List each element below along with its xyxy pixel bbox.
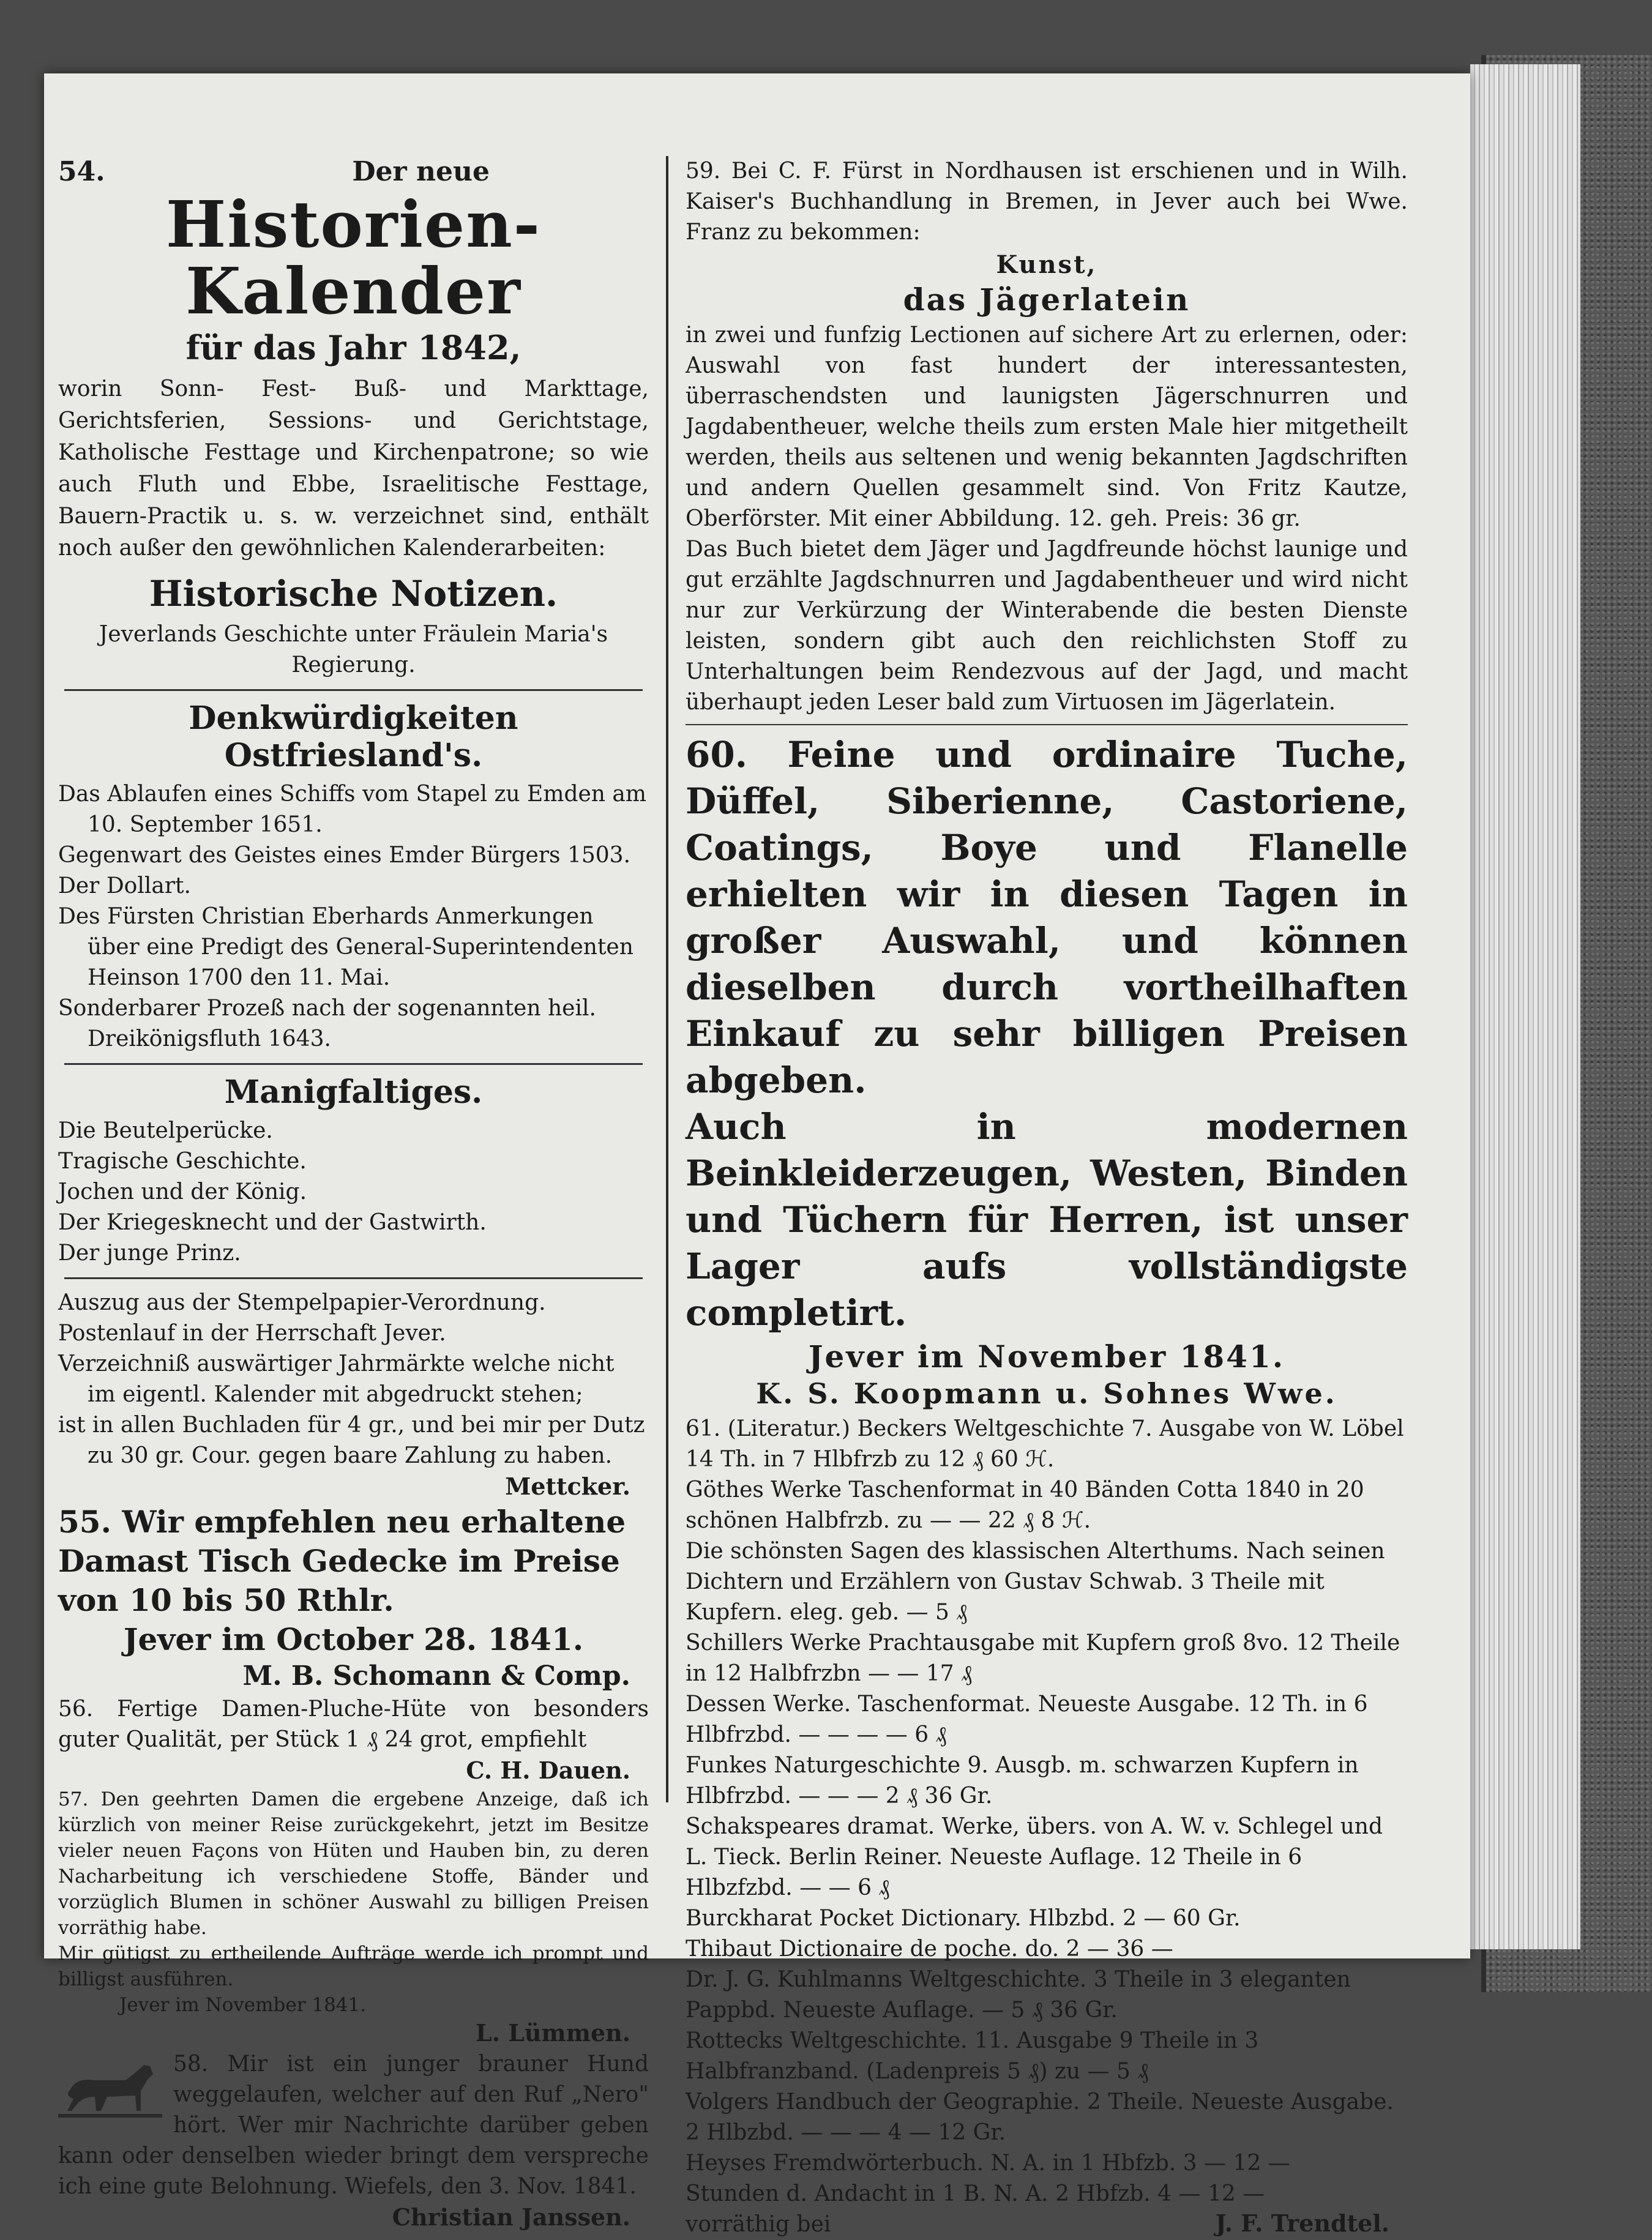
ad-57-text: 57. Den geehrten Damen die ergebene Anzeige, daß ich kürzlich von meiner Reise zurückgekehrt, jetzt im Besitze vieler neuen Façons von Hüten und Hauben bin, zu deren Nacharbeitung ich verschiedene Stoffe, Bänder und vorzüglich Blumen in schöner Auswahl zu billigen Preisen vorräthig habe. [58, 1788, 649, 1939]
signature-mettcker: Mettcker. [505, 1473, 630, 1501]
ad-57-place: Jever im November 1841. [119, 1994, 367, 2017]
running-head: Der neue [352, 156, 490, 187]
separator-rule [686, 724, 1408, 725]
calendar-title: Historien-Kalender [166, 187, 541, 329]
list-item: Jochen und der König. [58, 1179, 307, 1205]
left-column [58, 156, 649, 2233]
separator-rule [64, 1063, 643, 1065]
list-item: Das Ablaufen eines Schiffs vom Stapel zu Emden am 10. September 1651. [58, 782, 647, 838]
ad-57-signature: L. Lümmen. [476, 2019, 630, 2047]
section-title-ostfriesland: Denkwürdigkeiten Ostfriesland's. [189, 700, 518, 775]
book-list-line: 61. (Literatur.) Beckers Weltgeschichte 7. Ausgabe von W. Löbel 14 Th. in 7 Hlbfrzb zu 12 ₰ 60 ℋ. [686, 1416, 1411, 1472]
dog-woodcut-icon [58, 2053, 162, 2126]
list-item: Auszug aus der Stempelpapier-Verordnung. [58, 1290, 546, 1316]
notes-line: Jeverlands Geschichte unter Fräulein Maria's Regierung. [99, 622, 608, 678]
ad-55-place: Jever im October 28. 1841. [123, 1621, 584, 1658]
column-divider [666, 156, 668, 1802]
list-item: Der Kriegesknecht und der Gastwirth. [58, 1210, 487, 1236]
ad-56-text: 56. Fertige Damen-Pluche-Hüte von besonders guter Qualität, per Stück 1 ₰ 24 grot, empfiehlt [58, 1697, 649, 1753]
ad-59-intro: 59. Bei C. F. Fürst in Nordhausen ist erschienen und in Wilh. Kaiser's Buchhandlung in Bremen, in Jever auch bei Wwe. Franz zu bekommen: [686, 159, 1408, 245]
book-list-line: Rottecks Weltgeschichte. 11. Ausgabe 9 Theile in 3 Halbfranzband. (Ladenpreis 5 ₰) zu — 5 ₰ [686, 2028, 1266, 2084]
separator-rule [64, 689, 643, 691]
book-list-line: vorräthig bei [686, 2212, 831, 2237]
separator-rule [64, 1277, 643, 1279]
list-item: Verzeichniß auswärtiger Jahrmärkte welche nicht im eigentl. Kalender mit abgedruckt stehen; [58, 1351, 615, 1408]
book-list-line: Funkes Naturgeschichte 9. Ausgb. m. schwarzen Kupfern in Hlbfrzbd. — — — 2 ₰ 36 Gr. [686, 1753, 1366, 1809]
list-item: Tragische Geschichte. [58, 1149, 307, 1174]
ad-59-body2: Das Buch bietet dem Jäger und Jagdfreunde höchst launige und gut erzählte Jagdschnurren und Jagdabentheuer und wird nicht nur zur Verkürzung der Winterabende die besten Dienste leisten, sondern gibt auch den reichlichsten Stoff zu Unterhaltungen beim Rendezvous auf der Jagd, und macht überhaupt jeden Leser bald zum Virtuosen im Jägerlatein. [686, 537, 1408, 715]
book-list-line: Dr. J. G. Kuhlmanns Weltgeschichte. 3 Theile in 3 eleganten Pappbd. Neueste Auflage. — 5 ₰ 36 Gr. [686, 1967, 1358, 2023]
book-list-line: Schakspeares dramat. Werke, übers. von A. W. v. Schlegel und L. Tieck. Berlin Reiner. Neueste Auflage. 12 Theile in 6 Hlbzfzbd. — — 6 ₰ [686, 1814, 1390, 1900]
ad-60-text2: Auch in modernen Beinkleiderzeugen, Westen, Binden und Tüchern für Herren, ist unser Lager aufs vollständigste completirt. [686, 1106, 1408, 1334]
ad-58-signature: Christian Janssen. [392, 2203, 630, 2231]
ad-60-signature: K. S. Koopmann u. Sohnes Wwe. [756, 1377, 1337, 1410]
list-item: ist in allen Buchladen für 4 gr., und bei mir per Dutz zu 30 gr. Cour. gegen baare Zahlung zu haben. [58, 1413, 645, 1469]
ad-55-text: 55. Wir empfehlen neu erhaltene Damast Tisch Gedecke im Preise von 10 bis 50 Rthlr. [58, 1504, 626, 1619]
list-item: Gegenwart des Geistes eines Emder Bürgers 1503. [58, 843, 631, 868]
list-item: Der Dollart. [58, 873, 191, 899]
book-list-line: Heyses Fremdwörterbuch. N. A. in 1 Hbfzb. 3 — 12 — [686, 2151, 1290, 2176]
book-list-line: Dessen Werke. Taschenformat. Neueste Ausgabe. 12 Th. in 6 Hlbfrzbd. — — — — 6 ₰ [686, 1692, 1375, 1747]
section-title-manigfaltiges: Manigfaltiges. [224, 1073, 483, 1111]
list-item: Sonderbarer Prozeß nach der sogenannten heil. Dreikönigsfluth 1643. [58, 996, 596, 1052]
page-edges [1470, 64, 1580, 1949]
book-list-line: Göthes Werke Taschenformat in 40 Bänden Cotta 1840 in 20 schönen Halbfrzb. zu — — 22 ₰ 8 ℋ. [686, 1477, 1372, 1533]
calendar-description: worin Sonn- Fest- Buß- und Markttage, Gerichtsferien, Sessions- und Gerichtstage, Katholische Festtage und Kirchenpatrone; so wie auch Fluth und Ebbe, Israelitische Festtage, Bauern-Practik u. s. w. verzeichnet sind, enthält noch außer den gewöhnlichen Kalenderarbeiten: [58, 376, 649, 561]
right-column [686, 156, 1411, 2239]
ad-58-text: 58. Mir ist ein junger brauner Hund weggelaufen, welcher auf den Ruf „Nero" hört. Wer mir Nachrichte darüber geben kann oder denselben wieder bringt dem verspreche ich eine gute Belohnung. Wiefels, den 3. Nov. 1841. [58, 2051, 649, 2200]
ad-55-signature: M. B. Schomann & Comp. [242, 1660, 630, 1692]
list-item: Postenlauf in der Herrschaft Jever. [58, 1321, 446, 1346]
notes-title: Historische Notizen. [149, 573, 558, 615]
list-item: Des Fürsten Christian Eberhards Anmerkungen über eine Predigt des General-Superintendenten Heinson 1700 den 11. Mai. [58, 904, 634, 991]
book-list-line: Burckharat Pocket Dictionary. Hlbzbd. 2 — 60 Gr. [686, 1906, 1241, 1931]
list-item: Der junge Prinz. [58, 1241, 241, 1266]
list-item: Die Beutelperücke. [58, 1118, 273, 1144]
calendar-subtitle: für das Jahr 1842, [185, 328, 521, 368]
ad-60-place: Jever im November 1841. [808, 1338, 1285, 1375]
ad-61-signature: J. F. Trendtel. [1215, 2209, 1389, 2237]
ad-57-text2: Mir gütigst zu ertheilende Aufträge werde ich prompt und billigst ausführen. [58, 1943, 649, 1991]
ad-59-kunst: Kunst, [996, 250, 1097, 279]
book-list-line: Volgers Handbuch der Geographie. 2 Theile. Neueste Ausgabe. 2 Hlbzbd. — — — 4 — 12 Gr. [686, 2089, 1401, 2145]
ad-59-body: in zwei und funfzig Lectionen auf sichere Art zu erlernen, oder: Auswahl von fast hundert der interessantesten, überraschendsten und launigsten Jägerschnurren und Jagdabentheuer, welche theils zum ersten Male hier mitgetheilt werden, theils aus seltenen und wenig bekannten Jagdschriften und andern Quellen gesammelt sind. Von Fritz Kautze, Oberförster. Mit einer Abbildung. 12. geh. Preis: 36 gr. [686, 323, 1408, 531]
page-header [58, 156, 649, 187]
book-list-line: Schillers Werke Prachtausgabe mit Kupfern groß 8vo. 12 Theile in 12 Halbfrzbn — — 17 ₰ [686, 1630, 1407, 1686]
page-number: 54. [58, 156, 105, 187]
ad-56-signature: C. H. Dauen. [466, 1757, 630, 1785]
book-list-line: Thibaut Dictionaire de poche. do. 2 — 36 — [686, 1936, 1173, 1962]
ad-58 [58, 2049, 649, 2231]
book-list-line: Stunden d. Andacht in 1 B. N. A. 2 Hbfzb. 4 — 12 — [686, 2181, 1265, 2206]
ad-59-title: das Jägerlatein [903, 282, 1190, 318]
ad-60-text: 60. Feine und ordinaire Tuche, Düffel, Siberienne, Castoriene, Coatings, Boye und Flanelle erhielten wir in diesen Tagen in großer Auswahl, und können dieselben durch vortheilhaften Einkauf zu sehr billigen Preisen abgeben. [686, 734, 1408, 1101]
book-list-line: Die schönsten Sagen des klassischen Alterthums. Nach seinen Dichtern und Erzählern von Gustav Schwab. 3 Theile mit Kupfern. eleg. geb. — 5 ₰ [686, 1539, 1392, 1625]
